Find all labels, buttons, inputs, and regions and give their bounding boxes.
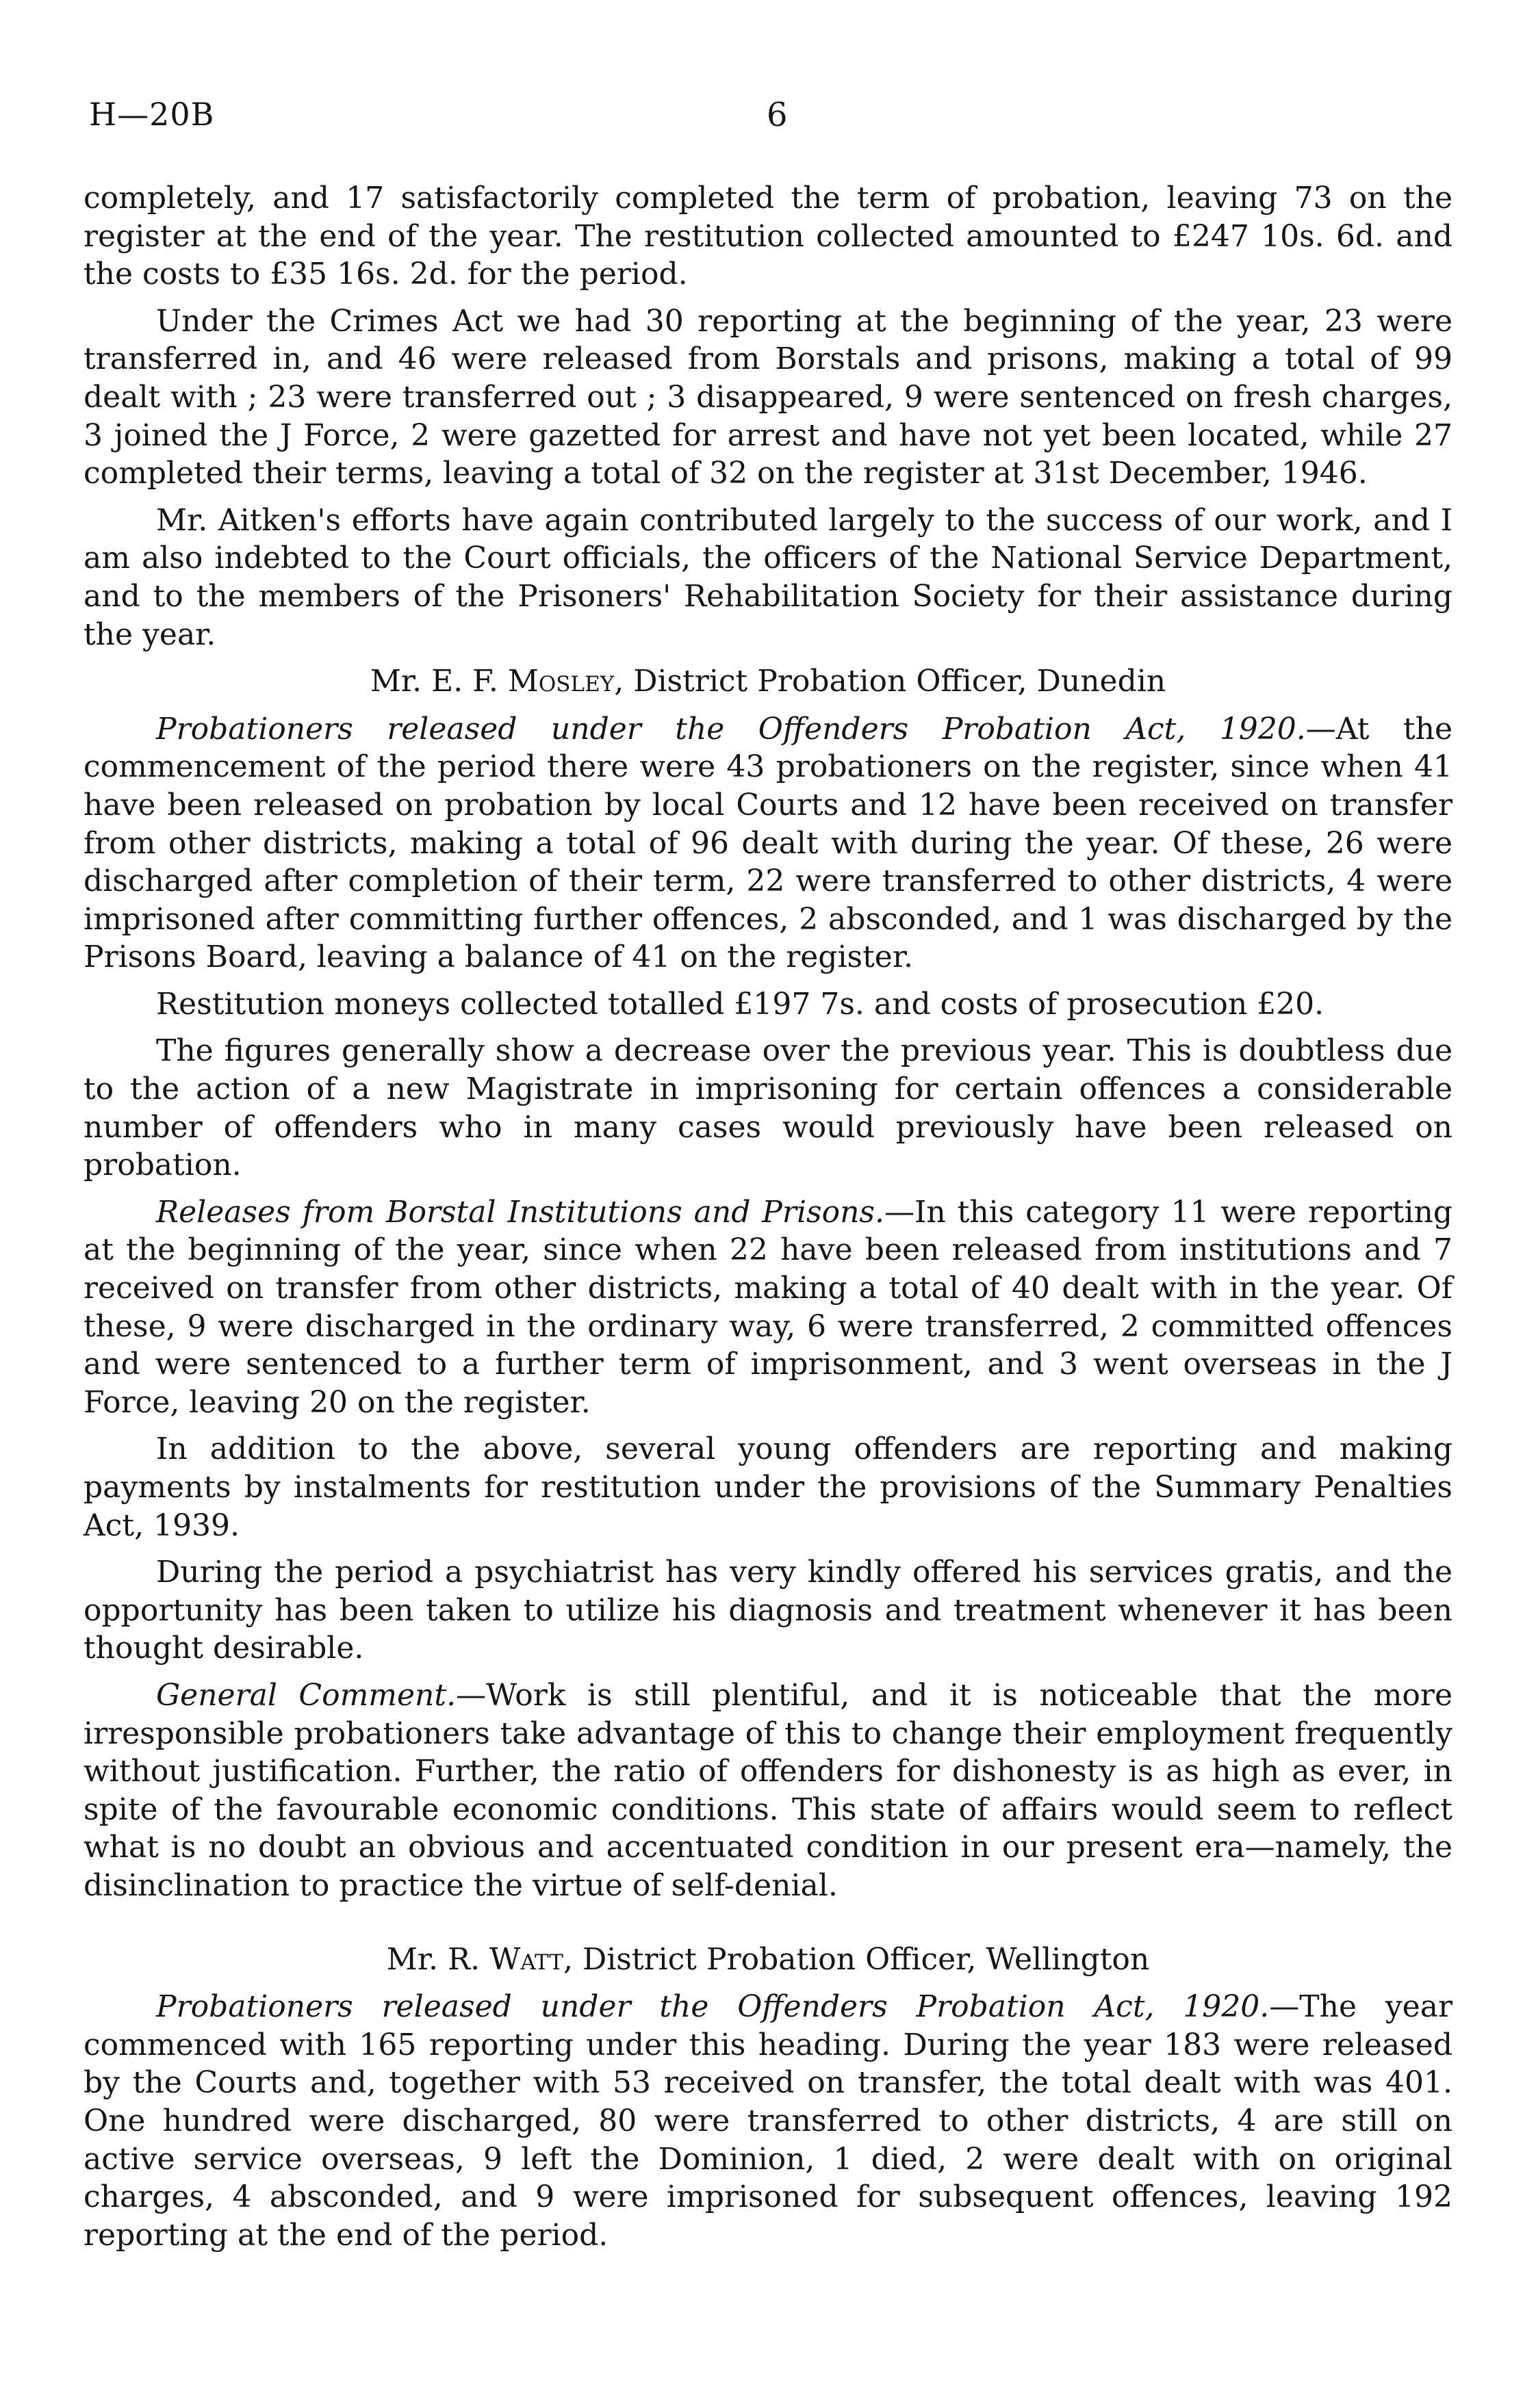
wellington-heading-prefix: Mr. R. [386,1941,481,1977]
dunedin-probationers-lead: Probationers released under the Offenders Probation Act, 1920. [156,711,1306,747]
dunedin-releases-paragraph [84,1193,1452,1422]
wellington-section-heading [84,1941,1452,1979]
dunedin-probationers-text: —At the commencement of the period there were 43 probationers on the register, since when 41 have been released on probation by local Courts and 12 have been received on transfer from other districts, making a total of 96 dealt with during the year. Of these, 26 were discharged after completion of their term, 22 were transferred to other districts, 4 were imprisoned after committing further offences, 2 absconded, and 1 was discharged by the Prisons Board, leaving a balance of 41 on the register. [84,711,1452,975]
page-header [89,96,1458,144]
continuation-paragraph: completely, and 17 satisfactorily completed the term of probation, leaving 73 on the register at the end of the year. The restitution collected amounted to £247 10s. 6d. and the costs to £35 16s. 2d. for the period. [84,181,1452,292]
dunedin-heading-suffix: , District Probation Officer, Dunedin [614,664,1166,699]
document-code: H—20B [89,96,215,133]
wellington-heading-suffix: , District Probation Officer, Wellington [563,1941,1150,1977]
crimes-act-paragraph: Under the Crimes Act we had 30 reporting at the beginning of the year, 23 were transferred in, and 46 were released from Borstals and prisons, making a total of 99 dealt with ; 23 were transferred out ; 3 disappeared, 9 were sentenced on fresh charges, 3 joined the J Force, 2 were gazetted for arrest and have not yet been located, while 27 completed their terms, leaving a total of 32 on the register at 31st December, 1946. [84,303,1452,491]
acknowledgement-paragraph: Mr. Aitken's efforts have again contributed largely to the success of our work, and I am also indebted to the Court officials, the officers of the National Service Department, and to the members of the Prisoners' Rehabilitation Society for their assistance during the year. [84,502,1452,652]
dunedin-comment-paragraph [84,1676,1452,1905]
wellington-officer-name: Watt [489,1941,563,1977]
wellington-probationers-text: —The year commenced with 165 reporting under this heading. During the year 183 were released by the Courts and, together with 53 received on transfer, the total dealt with was 401. One hundred were discharged, 80 were transferred to other districts, 4 are still on active service overseas, 9 left the Dominion, 1 died, 2 were dealt with on original charges, 4 absconded, and 9 were imprisoned for subsequent offences, leaving 192 reporting at the end of the period. [84,1989,1452,2253]
dunedin-officer-name: Mosley [507,664,615,699]
dunedin-releases-text: —In this category 11 were reporting at the beginning of the year, since when 22 have been released from institutions and 7 received on transfer from other districts, making a total of 40 dealt with in the year. Of these, 9 were discharged in the ordinary way, 6 were transferred, 2 committed offences and were sentenced to a further term of imprisonment, and 3 went overseas in the J Force, leaving 20 on the register. [84,1194,1452,1420]
dunedin-restitution-paragraph: Restitution moneys collected totalled £197 7s. and costs of prosecution £20. [156,986,1324,1022]
dunedin-figures-paragraph: The figures generally show a decrease over the previous year. This is doubtless due to the action of a new Magistrate in imprisoning for certain offences a considerable number of offenders who in many cases would previously have been released on probation. [84,1033,1452,1183]
dunedin-psychiatrist-paragraph: During the period a psychiatrist has very kindly offered his services gratis, and the opportunity has been taken to utilize his diagnosis and treatment whenever it has been thought desirable. [84,1555,1452,1666]
dunedin-young-offenders-paragraph: In addition to the above, several young offenders are reporting and making payments by instalments for restitution under the provisions of the Summary Penalties Act, 1939. [84,1432,1452,1543]
dunedin-section-heading [84,662,1452,701]
dunedin-releases-lead: Releases from Borstal Institutions and Prisons. [156,1194,884,1230]
dunedin-comment-text: —Work is still plentiful, and it is noticeable that the more irresponsible probationers take advantage of this to change their employment frequently without justification. Further, the ratio of offenders for dishonesty is as high as ever, in spite of the favourable economic conditions. This state of affairs would seem to reflect what is no doubt an obvious and accentuated condition in our present era—namely, the disinclination to practice the virtue of self-denial. [84,1677,1452,1903]
wellington-probationers-paragraph [84,1988,1452,2254]
dunedin-comment-lead: General Comment. [156,1677,457,1713]
page-number: 6 [767,96,788,134]
dunedin-heading-prefix: Mr. E. F. [370,664,498,699]
dunedin-probationers-paragraph [84,710,1452,976]
page-body [84,179,1452,2263]
wellington-probationers-lead: Probationers released under the Offenders Probation Act, 1920. [156,1989,1270,2025]
